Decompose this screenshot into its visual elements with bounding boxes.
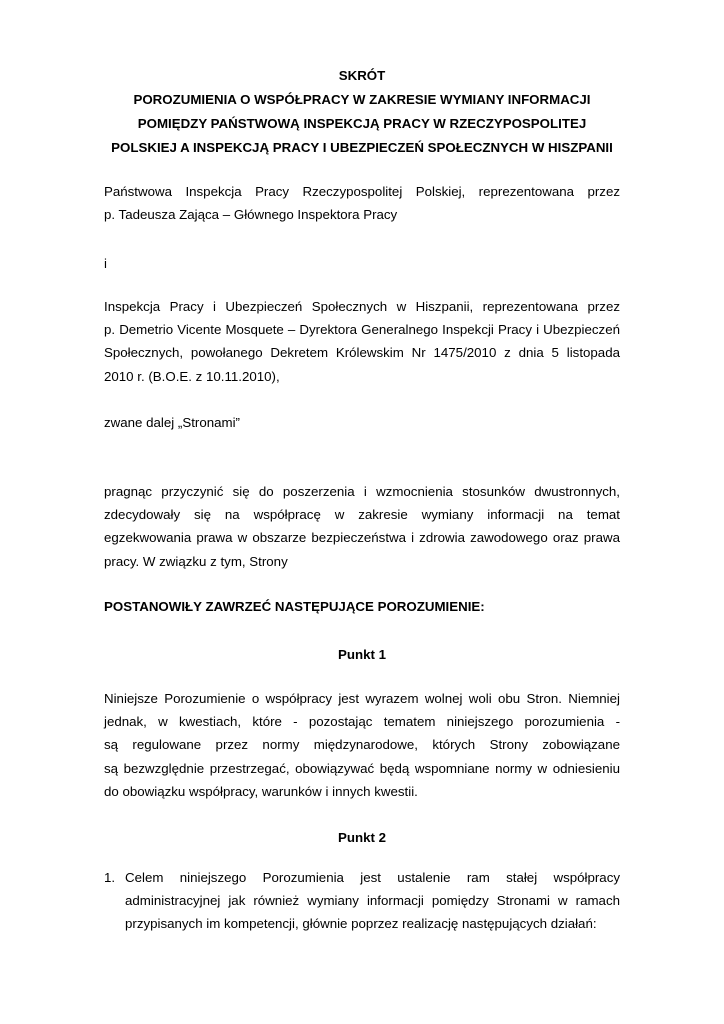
point-2-item-1-number: 1. [104, 870, 116, 885]
title-line-2: POROZUMIENIA O WSPÓŁPRACY W ZAKRESIE WYMIANY INFORMACJI [133, 92, 591, 107]
point-2-heading: Punkt 2 [337, 830, 387, 845]
resolution-heading: POSTANOWIŁY ZAWRZEĆ NASTĘPUJĄCE POROZUMIENIE: [104, 599, 485, 614]
point-1-line: jednak, w kwestiach, które - pozostając tematem niniejszego porozumienia - [104, 714, 620, 730]
document-title [100, 64, 624, 160]
point-1-line: są regulowane przez normy międzynarodowe, których Strony zobowiązane [104, 737, 620, 753]
preamble-line: zdecydowały się na współpracę w zakresie wymiany informacji na temat [104, 507, 620, 523]
party-2-line: Społecznych, powołanego Dekretem Królewskim Nr 1475/2010 z dnia 5 listopada [104, 345, 620, 361]
point-1-line: do obowiązku współpracy, warunków i innych kwestii. [104, 783, 418, 799]
title-line-1: SKRÓT [338, 68, 386, 83]
title-line-3: POMIĘDZY PAŃSTWOWĄ INSPEKCJĄ PRACY W RZECZYPOSPOLITEJ [137, 116, 587, 131]
parties-label: zwane dalej „Stronami” [104, 415, 240, 430]
preamble-line: egzekwowania prawa w obszarze bezpieczeństwa i zdrowia zawodowego oraz prawa [104, 530, 620, 546]
party-1-line: Państwowa Inspekcja Pracy Rzeczypospolitej Polskiej, reprezentowana przez [104, 184, 620, 199]
point-2-item-1-line: przypisanych im kompetencji, głównie poprzez realizację następujących działań: [125, 916, 597, 932]
party-2-paragraph [104, 295, 620, 388]
point-2-item-1-line: Celem niniejszego Porozumienia jest ustalenie ram stałej współpracy [125, 870, 620, 885]
point-1-line: Niniejsze Porozumienie o współpracy jest wyrazem wolnej woli obu Stron. Niemniej [104, 691, 620, 706]
point-2-item-1-line: administracyjnej jak również wymiany informacji pomiędzy Stronami w ramach [125, 893, 620, 909]
party-2-line: Inspekcja Pracy i Ubezpieczeń Społecznych w Hiszpanii, reprezentowana przez [104, 299, 620, 314]
point-1-paragraph [104, 687, 620, 803]
preamble-paragraph [104, 480, 620, 573]
conjunction: i [104, 256, 107, 271]
preamble-line: pracy. W związku z tym, Strony [104, 553, 288, 569]
title-line-4: POLSKIEJ A INSPEKCJĄ PRACY I UBEZPIECZEŃ SPOŁECZNYCH W HISZPANII [111, 140, 613, 155]
party-2-line: p. Demetrio Vicente Mosquete – Dyrektora Generalnego Inspekcji Pracy i Ubezpieczeń [104, 322, 620, 338]
party-1-line: p. Tadeusza Zająca – Głównego Inspektora Pracy [104, 207, 398, 223]
point-1-line: są bezwzględnie przestrzegać, obowiązywać będą wspomniane normy w odniesieniu [104, 760, 620, 776]
point-1-heading: Punkt 1 [337, 647, 387, 662]
party-1-paragraph [104, 180, 620, 226]
party-2-line: 2010 r. (B.O.E. z 10.11.2010), [104, 368, 280, 384]
preamble-line: pragnąc przyczynić się do poszerzenia i wzmocnienia stosunków dwustronnych, [104, 484, 620, 499]
point-2-item-1 [125, 866, 620, 936]
